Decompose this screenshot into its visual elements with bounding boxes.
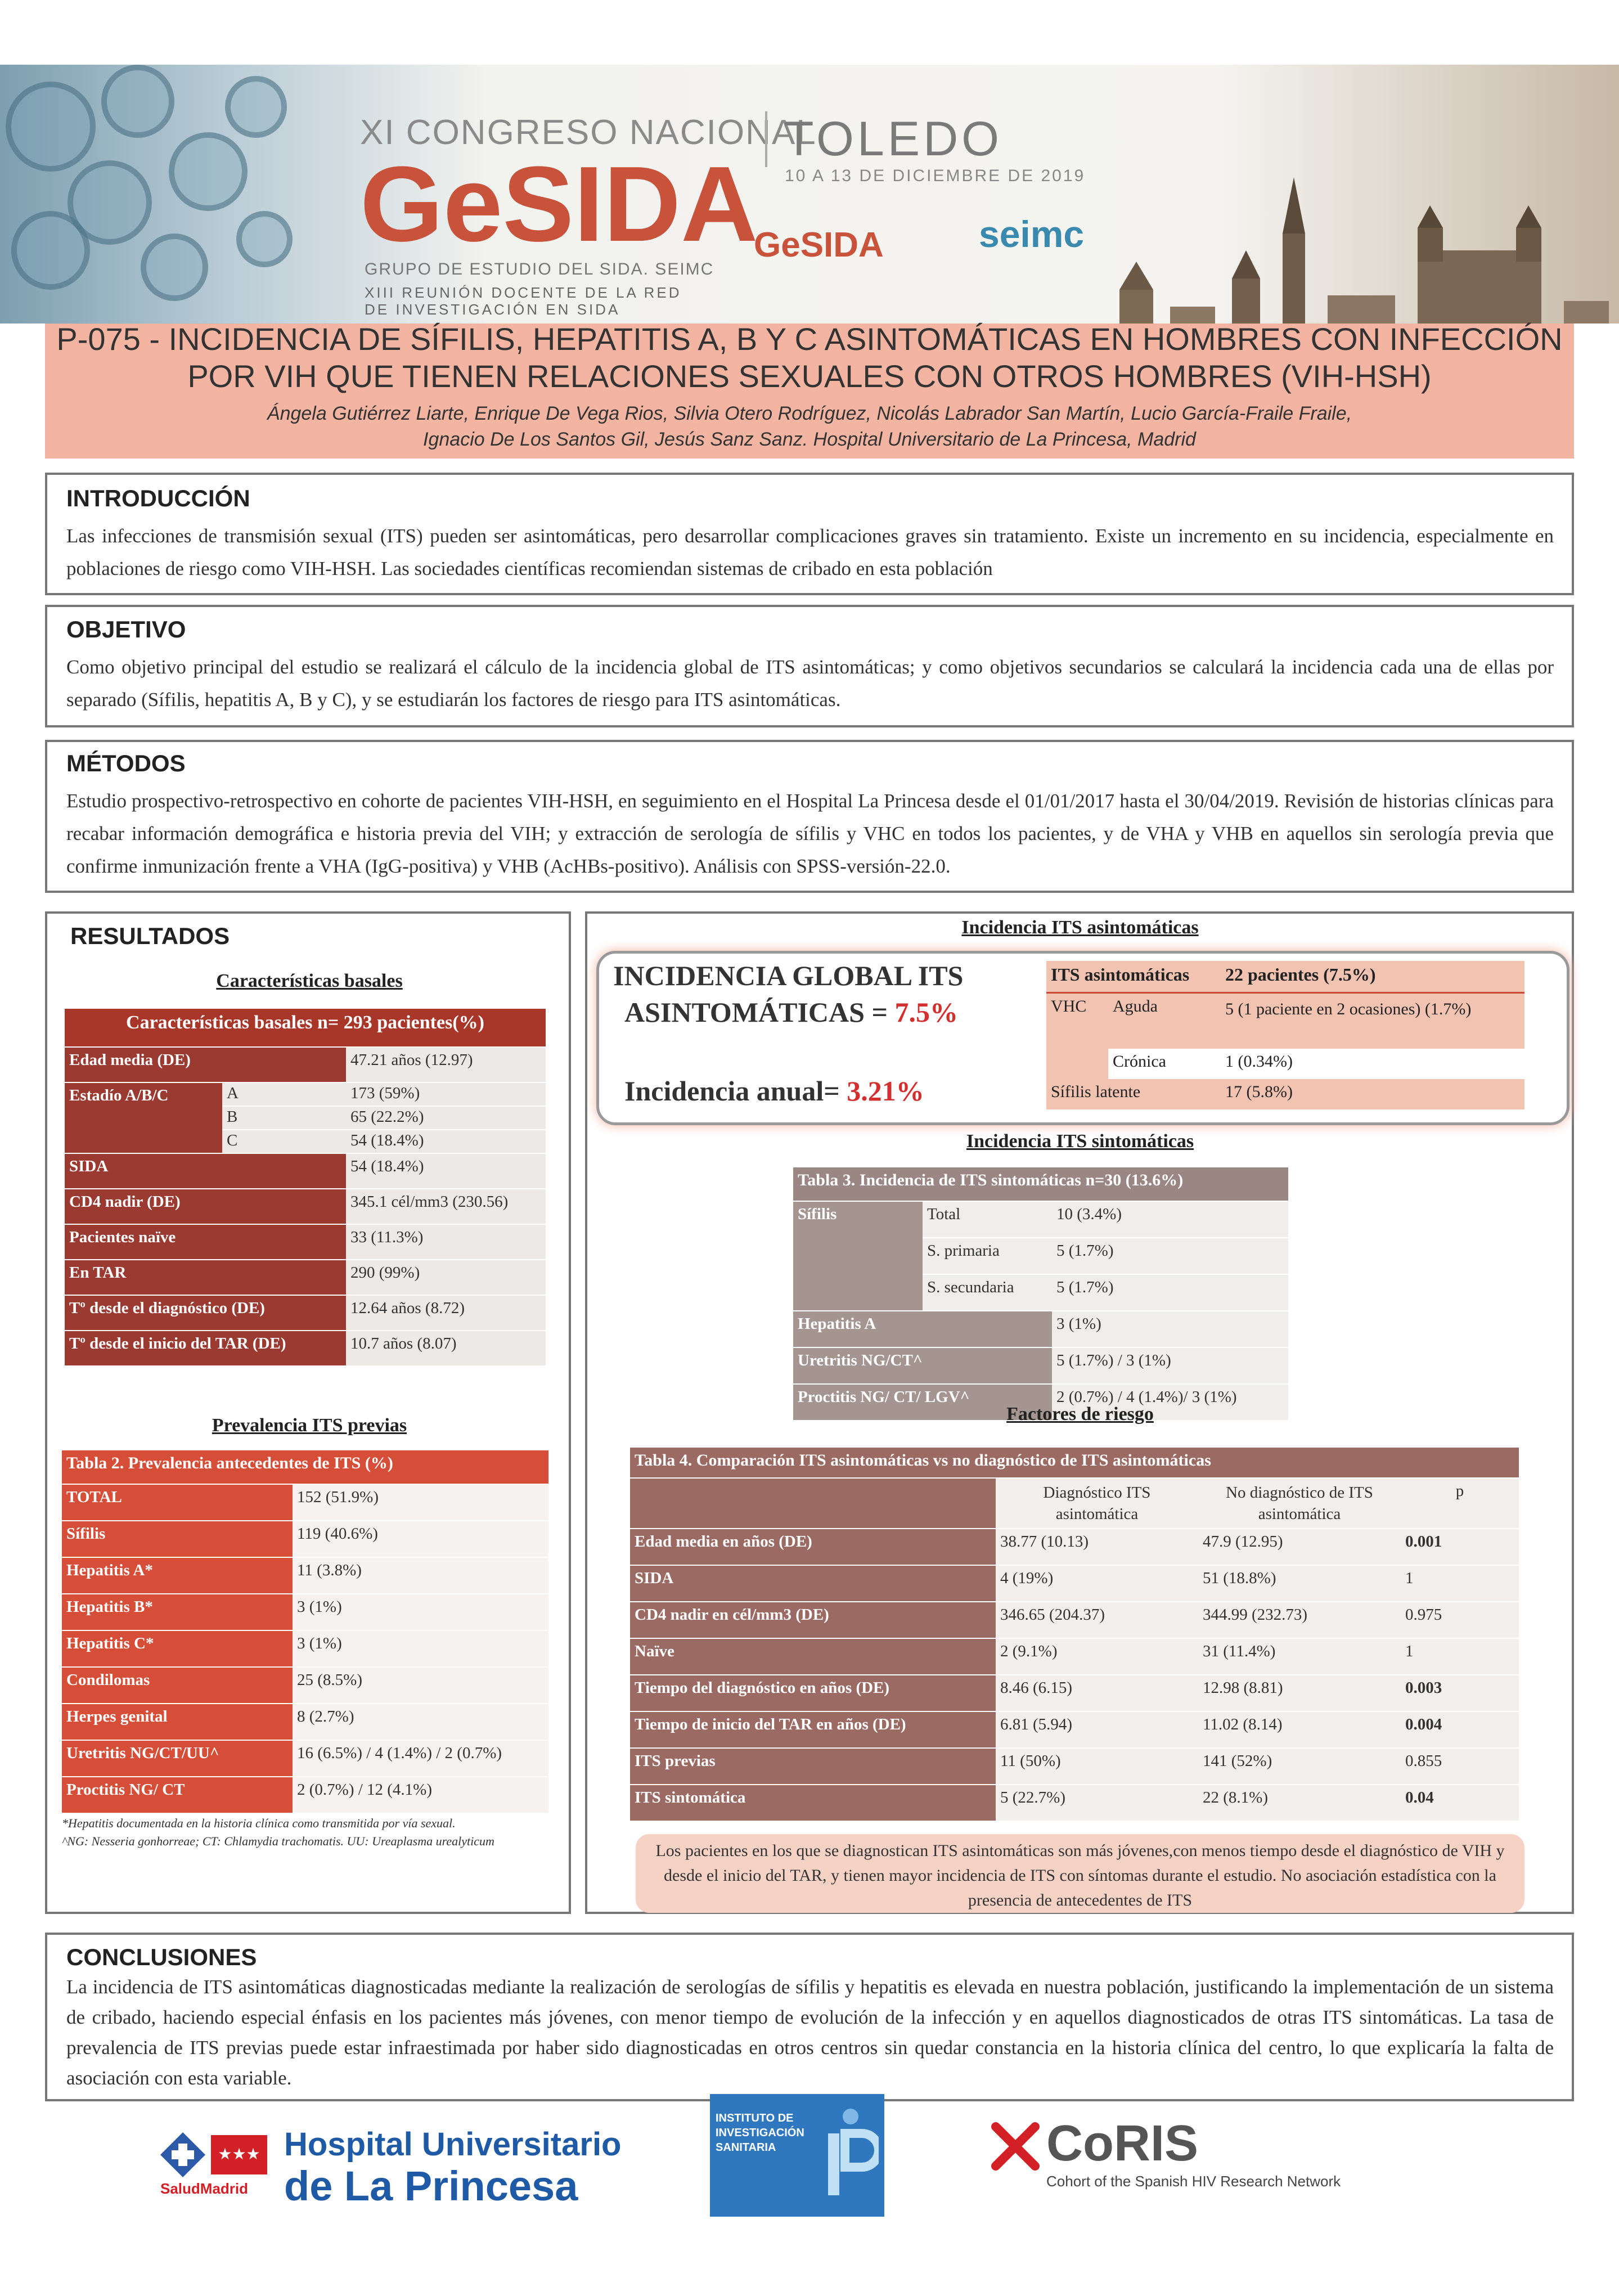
- t4-b: 22 (8.1%): [1198, 1785, 1401, 1821]
- global-incidence-line2: [624, 996, 958, 1028]
- table-row: [630, 1638, 1519, 1675]
- methods-text: Estudio prospectivo-retrospectivo en cohorte de pacientes VIH-HSH, en seguimiento en el Hospital La Princesa desde el 01/01/2017 hasta el 30/04/2019. Revisión de historias clínicas para recabar información demográfica e historia previa del VIH; y extracción de serología de sífilis y VHC en todos los pacientes, y de VHA y VHB en aquellos sin serología previa que confirme inmunización frente a VHA (IgG-positiva) y VHB (AcHBs-positivo). Análisis con SPSS-versión-22.0.: [66, 790, 1554, 877]
- table-row: [65, 1082, 546, 1106]
- table-row: [62, 1704, 548, 1740]
- t2-value: 2 (0.7%) / 12 (4.1%): [293, 1777, 548, 1813]
- table-row: [1046, 992, 1524, 1049]
- table-row: [62, 1777, 548, 1813]
- t4-label: CD4 nadir en cél/mm3 (DE): [630, 1602, 996, 1638]
- results-heading: RESULTADOS: [70, 923, 230, 949]
- t4-b: 12.98 (8.81): [1198, 1675, 1401, 1711]
- authors-line-1: Ángela Gutiérrez Liarte, Enrique De Vega Rios, Silvia Otero Rodríguez, Nicolás Labrador San Martín, Lucio García-Fraile Fraile,: [267, 403, 1352, 424]
- authors: [45, 401, 1574, 452]
- t4-p: 0.001: [1401, 1529, 1519, 1565]
- t2-label: TOTAL: [62, 1484, 293, 1521]
- table-row: [630, 1748, 1519, 1785]
- t3-sub: S. primaria: [923, 1238, 1052, 1274]
- t1-sub: C: [222, 1130, 346, 1153]
- t4-a: 2 (9.1%): [996, 1638, 1198, 1675]
- t4-b: 31 (11.4%): [1198, 1638, 1401, 1675]
- table-row: [630, 1711, 1519, 1748]
- table-row: [630, 1785, 1519, 1821]
- t1-label: SIDA: [65, 1153, 346, 1189]
- table-row: [793, 1311, 1288, 1347]
- seimc-logo: seimc: [979, 213, 1085, 255]
- t1-value: 33 (11.3%): [346, 1224, 546, 1260]
- t4-b: 51 (18.8%): [1198, 1565, 1401, 1602]
- table-row: [62, 1594, 548, 1630]
- table-row: [65, 1331, 546, 1366]
- t2-value: 119 (40.6%): [293, 1521, 548, 1557]
- t4-col-p: p: [1401, 1478, 1519, 1529]
- t4-p: 0.004: [1401, 1711, 1519, 1748]
- ta-sifilis: Sífilis latente: [1046, 1079, 1221, 1109]
- risk-summary: Los pacientes en los que se diagnostican ITS asintomáticas son más jóvenes,con menos tiempo desde el diagnóstico de VIH y desde el inicio del TAR, y tienen mayor incidencia de ITS con síntomas durante el estudio. No asociación estadística con la presencia de antecedentes de ITS: [636, 1834, 1524, 1913]
- gesida-small-logo: GeSIDA: [754, 226, 884, 264]
- conclusions-section: [45, 1933, 1574, 2101]
- table-row: [793, 1347, 1288, 1384]
- reunion-text: [365, 284, 682, 318]
- t4-label: ITS sintomática: [630, 1785, 996, 1821]
- t1-value: 10.7 años (8.07): [346, 1331, 546, 1366]
- table-row: [1046, 1079, 1524, 1109]
- symptomatic-title: Incidencia ITS sintomáticas: [966, 1131, 1194, 1152]
- hospital-line-1: Hospital Universitario: [284, 2126, 622, 2163]
- t2-value: 11 (3.8%): [293, 1557, 548, 1594]
- t1-header: Características basales n= 293 pacientes(%): [65, 1009, 546, 1047]
- table-row: [1046, 1049, 1524, 1079]
- poster-title: [45, 321, 1574, 395]
- t4-b: 141 (52%): [1198, 1748, 1401, 1785]
- global-incidence-label: ASINTOMÁTICAS =: [624, 996, 895, 1028]
- t2-label: Hepatitis B*: [62, 1594, 293, 1630]
- prevalence-title: Prevalencia ITS previas: [212, 1415, 407, 1436]
- t3-header: Tabla 3. Incidencia de ITS sintomáticas n=30 (13.6%): [793, 1167, 1288, 1201]
- t3-label: Uretritis NG/CT^: [793, 1347, 1052, 1384]
- t3-value: 5 (1.7%): [1052, 1238, 1288, 1274]
- t4-p: 0.003: [1401, 1675, 1519, 1711]
- t3-value: 3 (1%): [1052, 1311, 1288, 1347]
- basal-title: Características basales: [216, 970, 403, 991]
- t2-value: 8 (2.7%): [293, 1704, 548, 1740]
- t1-label: Estadío A/B/C: [65, 1082, 222, 1153]
- coris-name: CoRIS: [1046, 2115, 1198, 2172]
- t4-a: 38.77 (10.13): [996, 1529, 1198, 1565]
- conclusions-heading: CONCLUSIONES: [66, 1944, 257, 1970]
- t4-a: 11 (50%): [996, 1748, 1198, 1785]
- t3-label: Proctitis NG/ CT/ LGV^: [793, 1384, 1052, 1421]
- t2-label: Hepatitis A*: [62, 1557, 293, 1594]
- t3-sub: Total: [923, 1201, 1052, 1238]
- t4-b: 344.99 (232.73): [1198, 1602, 1401, 1638]
- table-row: [65, 1189, 546, 1224]
- ta-header-right: 22 pacientes (7.5%): [1221, 961, 1524, 992]
- table-row: [793, 1201, 1288, 1238]
- t1-value: 345.1 cél/mm3 (230.56): [346, 1189, 546, 1224]
- t1-value: 47.21 años (12.97): [346, 1047, 546, 1082]
- t3-label: Hepatitis A: [793, 1311, 1052, 1347]
- authors-line-2: Ignacio De Los Santos Gil, Jesús Sanz Sanz. Hospital Universitario de La Princesa, Madrid: [423, 429, 1196, 450]
- t3-sub: S. secundaria: [923, 1274, 1052, 1311]
- institute-line-2: INVESTIGACIÓN: [716, 2127, 804, 2139]
- t3-value: 2 (0.7%) / 4 (1.4%)/ 3 (1%): [1052, 1384, 1288, 1421]
- salud-madrid-icon: [160, 2132, 273, 2177]
- t4-b: 11.02 (8.14): [1198, 1711, 1401, 1748]
- methods-section: [45, 740, 1574, 893]
- t1-label: CD4 nadir (DE): [65, 1189, 346, 1224]
- annual-incidence-value: 3.21%: [847, 1075, 924, 1107]
- t2-label: Hepatitis C*: [62, 1630, 293, 1667]
- t1-sub: A: [222, 1082, 346, 1106]
- ta-cronica: Crónica: [1108, 1049, 1221, 1079]
- asymptomatic-table: [1046, 961, 1524, 1109]
- t4-a: 6.81 (5.94): [996, 1711, 1198, 1748]
- footnote-2: ^NG: Nesseria gonhorreae; CT: Chlamydia trachomatis. UU: Ureaplasma urealyticum: [62, 1834, 494, 1848]
- t4-label: Tiempo del diagnóstico en años (DE): [630, 1675, 996, 1711]
- congress-name: XI CONGRESO NACIONAL: [360, 113, 817, 152]
- reunion-line-1: XIII REUNIÓN DOCENTE DE LA RED: [365, 284, 682, 301]
- t1-label: En TAR: [65, 1260, 346, 1295]
- table-row: [630, 1478, 1519, 1529]
- t4-p: 1: [1401, 1565, 1519, 1602]
- t2-label: Proctitis NG/ CT: [62, 1777, 293, 1813]
- t1-label: Tº desde el inicio del TAR (DE): [65, 1331, 346, 1366]
- basal-characteristics-table: [65, 1009, 546, 1367]
- institute-line-3: SANITARIA: [716, 2141, 776, 2154]
- table-row: [630, 1602, 1519, 1638]
- t4-col-b: No diagnóstico de ITS asintomática: [1198, 1478, 1401, 1529]
- t4-p: 0.04: [1401, 1785, 1519, 1821]
- t1-value: 290 (99%): [346, 1260, 546, 1295]
- t1-label: Pacientes naïve: [65, 1224, 346, 1260]
- coris-subtitle: Cohort of the Spanish HIV Research Network: [1046, 2173, 1341, 2190]
- ta-aguda-value: 5 (1 paciente en 2 ocasiones) (1.7%): [1221, 992, 1524, 1049]
- risk-factors-table: [630, 1448, 1519, 1822]
- t1-value: 65 (22.2%): [346, 1106, 546, 1130]
- institute-ip-icon: [817, 2105, 879, 2207]
- t4-label: Edad media en años (DE): [630, 1529, 996, 1565]
- objective-section: [45, 605, 1574, 727]
- group-name: GRUPO DE ESTUDIO DEL SIDA. SEIMC: [365, 260, 714, 278]
- t2-value: 25 (8.5%): [293, 1667, 548, 1704]
- coris-logo: [990, 2115, 1384, 2194]
- symptomatic-table: [793, 1167, 1288, 1421]
- salud-madrid-logo: [160, 2132, 273, 2197]
- intro-heading: INTRODUCCIÓN: [66, 485, 250, 511]
- t4-col-a: Diagnóstico ITS asintomática: [996, 1478, 1198, 1529]
- t1-value: 173 (59%): [346, 1082, 546, 1106]
- t2-label: Sífilis: [62, 1521, 293, 1557]
- table-row: [1046, 961, 1524, 992]
- table-row: [65, 1224, 546, 1260]
- t2-label: Uretritis NG/CT/UU^: [62, 1740, 293, 1777]
- t2-value: 16 (6.5%) / 4 (1.4%) / 2 (0.7%): [293, 1740, 548, 1777]
- coris-x-icon: [990, 2121, 1041, 2172]
- t3-value: 5 (1.7%) / 3 (1%): [1052, 1347, 1288, 1384]
- t4-b: 47.9 (12.95): [1198, 1529, 1401, 1565]
- table-row: [630, 1529, 1519, 1565]
- t4-label: Naïve: [630, 1638, 996, 1675]
- intro-text: Las infecciones de transmisión sexual (ITS) pueden ser asintomáticas, pero desarrollar complicaciones graves sin tratamiento. Existe un incremento en su incidencia, especialmente en poblaciones de riesgo como VIH-HSH. Las sociedades científicas recomiendan sistemas de cribado en esta población: [66, 525, 1554, 579]
- objective-heading: OBJETIVO: [66, 616, 186, 642]
- t4-p: 1: [1401, 1638, 1519, 1675]
- t4-a: 4 (19%): [996, 1565, 1198, 1602]
- congress-dates: 10 A 13 DE DICIEMBRE DE 2019: [785, 167, 1086, 185]
- ta-header-left: ITS asintomáticas: [1046, 961, 1221, 992]
- table-row: [62, 1667, 548, 1704]
- t1-value: 12.64 años (8.72): [346, 1295, 546, 1331]
- t4-a: 346.65 (204.37): [996, 1602, 1198, 1638]
- table-row: [65, 1260, 546, 1295]
- table-row: [62, 1740, 548, 1777]
- t4-header: Tabla 4. Comparación ITS asintomáticas vs no diagnóstico de ITS asintomáticas: [630, 1448, 1519, 1478]
- t1-value: 54 (18.4%): [346, 1130, 546, 1153]
- t2-value: 3 (1%): [293, 1630, 548, 1667]
- t3-value: 5 (1.7%): [1052, 1274, 1288, 1311]
- ta-vhc: VHC: [1046, 992, 1108, 1079]
- salud-madrid-text: SaludMadrid: [160, 2180, 249, 2197]
- institute-logo: [710, 2094, 884, 2217]
- t3-value: 10 (3.4%): [1052, 1201, 1288, 1238]
- t1-value: 54 (18.4%): [346, 1153, 546, 1189]
- congress-banner: [0, 65, 1619, 323]
- t1-label: Edad media (DE): [65, 1047, 346, 1082]
- t2-label: Herpes genital: [62, 1704, 293, 1740]
- t2-label: Condilomas: [62, 1667, 293, 1704]
- table-row: [62, 1484, 548, 1521]
- t2-value: 3 (1%): [293, 1594, 548, 1630]
- t4-p: 0.855: [1401, 1748, 1519, 1785]
- asymptomatic-title: Incidencia ITS asintomáticas: [961, 917, 1199, 938]
- table-row: [630, 1565, 1519, 1602]
- ta-aguda: Aguda: [1108, 992, 1221, 1049]
- t2-value: 152 (51.9%): [293, 1484, 548, 1521]
- t4-a: 5 (22.7%): [996, 1785, 1198, 1821]
- global-incidence-value: 7.5%: [894, 996, 958, 1028]
- t3-label: Sífilis: [793, 1201, 923, 1311]
- hospital-logo: [284, 2124, 621, 2207]
- institute-text: [716, 2111, 804, 2155]
- annual-incidence-label: Incidencia anual=: [624, 1075, 847, 1107]
- table-row: [630, 1675, 1519, 1711]
- institute-line-1: INSTITUTO DE: [716, 2112, 794, 2124]
- hospital-line-2: de La Princesa: [284, 2163, 578, 2209]
- reunion-line-2: DE INVESTIGACIÓN EN SIDA: [365, 301, 620, 318]
- intro-section: [45, 473, 1574, 595]
- footnote-1: *Hepatitis documentada en la historia clínica como transmitida por vía sexual.: [62, 1816, 456, 1830]
- t4-p: 0.975: [1401, 1602, 1519, 1638]
- prevalence-table: [62, 1450, 548, 1814]
- ta-sifilis-value: 17 (5.8%): [1221, 1079, 1524, 1109]
- gesida-logo-text: GeSIDA: [360, 145, 758, 264]
- city-name: TOLEDO: [765, 111, 1002, 167]
- methods-heading: MÉTODOS: [66, 750, 186, 776]
- table-row: [65, 1047, 546, 1082]
- t4-a: 8.46 (6.15): [996, 1675, 1198, 1711]
- title-line-2: POR VIH QUE TIENEN RELACIONES SEXUALES CON OTROS HOMBRES (VIH-HSH): [187, 358, 1432, 394]
- table-row: [62, 1630, 548, 1667]
- table-row: [65, 1295, 546, 1331]
- table-row: [62, 1557, 548, 1594]
- t4-label: ITS previas: [630, 1748, 996, 1785]
- t1-sub: B: [222, 1106, 346, 1130]
- t2-header: Tabla 2. Prevalencia antecedentes de ITS (%): [62, 1450, 548, 1484]
- conclusions-text: La incidencia de ITS asintomáticas diagnosticadas mediante la realización de serologías de sífilis y hepatitis es elevada en nuestra población, justificando la implementación de un sistema de cribado, haciendo especial énfasis en los pacientes más jóvenes, con menor tiempo de evolución de la infección y en aquellos diagnosticados de otras ITS sintomáticas. La tasa de prevalencia de ITS previas puede estar infraestimada por haber sido diagnosticadas en otros centros sin quedar constancia en la historia clínica del centro, lo que explicaría la falta de asociación con esta variable.: [66, 1976, 1554, 2089]
- toledo-skyline-image: [1103, 166, 1619, 323]
- svg-text:★★★: ★★★: [218, 2145, 260, 2163]
- table-row: [65, 1153, 546, 1189]
- table-row: [62, 1521, 548, 1557]
- footnotes: [62, 1814, 557, 1850]
- annual-incidence: [624, 1075, 924, 1107]
- risk-factors-title: Factores de riesgo: [1006, 1404, 1154, 1425]
- objective-text: Como objetivo principal del estudio se realizará el cálculo de la incidencia global de ITS asintomáticas; y como objetivos secundarios se calculará la incidencia cada una de ellas por separado (Sífilis, hepatitis A, B y C), y se estudiarán los factores de riesgo para ITS asintomáticas.: [66, 656, 1554, 711]
- t4-label: Tiempo de inicio del TAR en años (DE): [630, 1711, 996, 1748]
- ta-cronica-value: 1 (0.34%): [1221, 1049, 1524, 1079]
- title-line-1: P-075 - INCIDENCIA DE SÍFILIS, HEPATITIS A, B Y C ASINTOMÁTICAS EN HOMBRES CON INFECCIÓN: [56, 321, 1563, 357]
- t1-label: Tº desde el diagnóstico (DE): [65, 1295, 346, 1331]
- t4-label: SIDA: [630, 1565, 996, 1602]
- global-incidence-line1: INCIDENCIA GLOBAL ITS: [613, 960, 964, 991]
